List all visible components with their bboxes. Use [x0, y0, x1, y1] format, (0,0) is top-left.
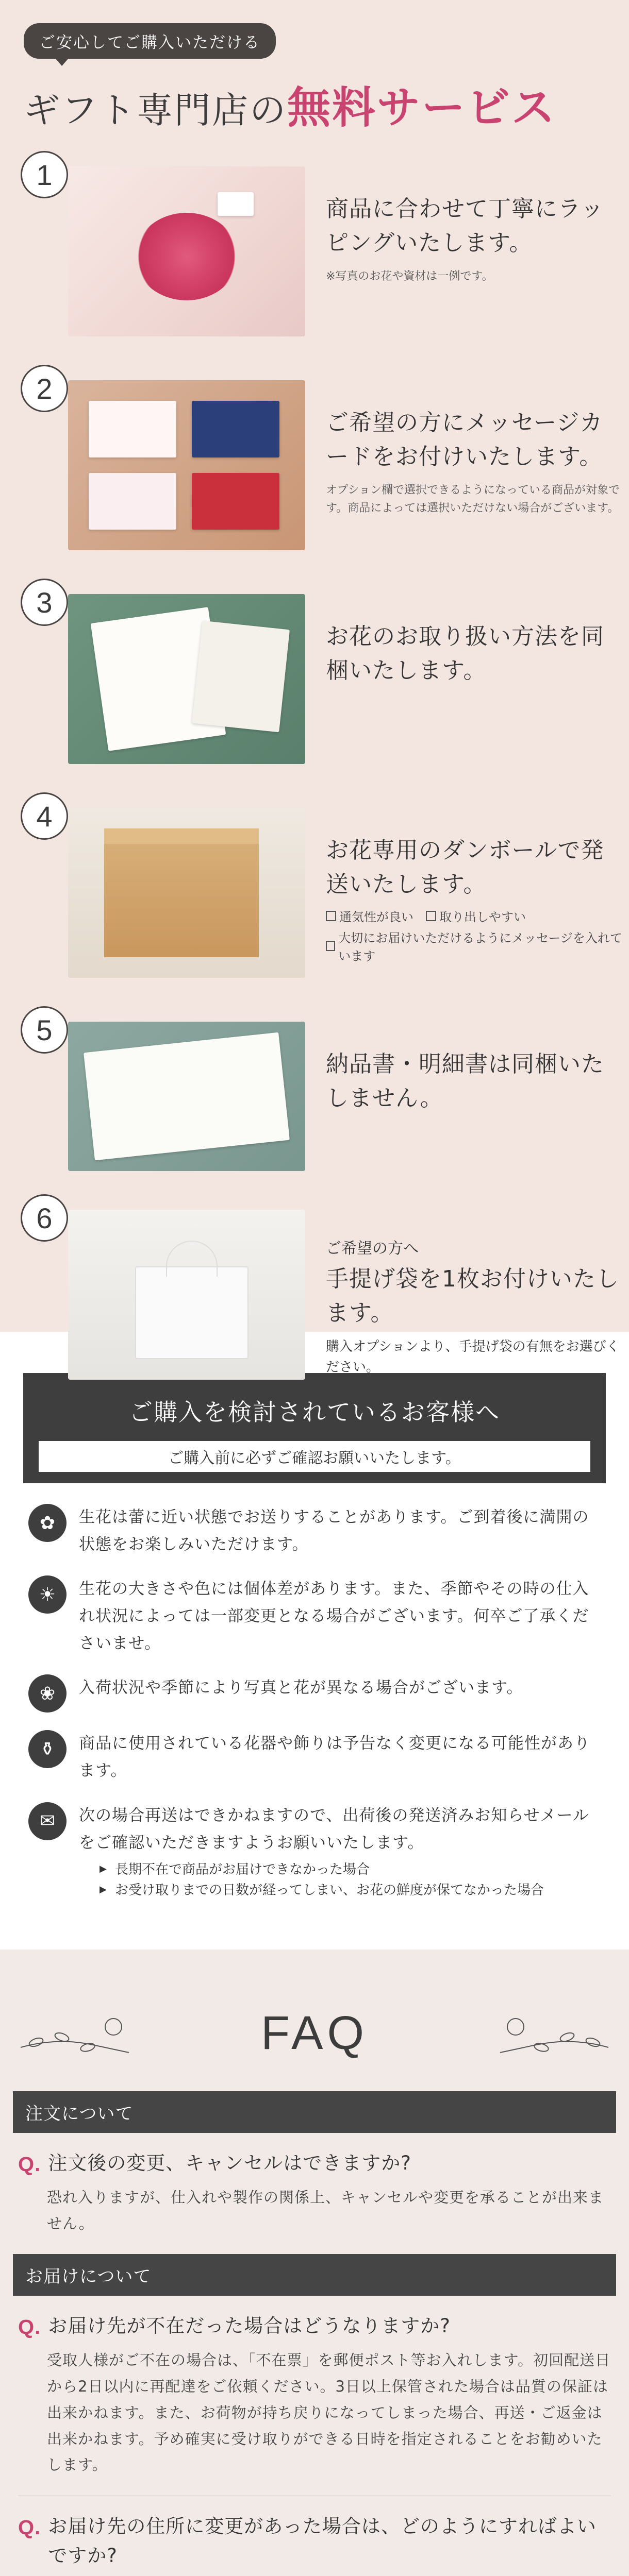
- service-number: 3: [21, 579, 68, 626]
- notice-item: [28, 1730, 601, 1784]
- notice-text: 商品に使用されている花器や飾りは予告なく変更になる可能性があります。: [79, 1734, 590, 1781]
- service-pre-text: ご希望の方へ: [326, 1240, 419, 1258]
- service-text: 手提げ袋を1枚お付けいたします。: [326, 1266, 619, 1326]
- service-item-care-guide: [16, 586, 613, 785]
- service-note: オプション欄で選択できるようになっている商品が対象です。商品によっては選択いただけない場合がございます。: [326, 484, 620, 515]
- faq-question: Q. お届け先が不在だった場合はどうなりますか?: [18, 2311, 611, 2343]
- checkbox-icon: [326, 911, 336, 921]
- checkbox-icon: [326, 941, 335, 951]
- faq-category-order: 注文について: [13, 2091, 616, 2133]
- shipping-box-photo: [68, 808, 305, 978]
- notice-list: [23, 1483, 606, 1901]
- notice-text: 次の場合再送はできかねますので、出荷後の発送済みお知らせメールをご確認いただきますようお願いいたします。: [79, 1806, 589, 1852]
- service-number: 5: [21, 1006, 68, 1054]
- sun-icon: ☀: [28, 1575, 67, 1614]
- notice-text: 生花の大きさや色には個体差があります。また、季節やその時の仕入れ状況によっては一部変更となる場合がございます。何卒ご了承くださいませ。: [79, 1580, 589, 1653]
- notice-title: ご購入を検討されているお客様へ: [129, 1398, 500, 1426]
- notice-subtitle: ご購入前に必ずご確認お願いいたします。: [39, 1441, 590, 1472]
- floral-ornament-icon: [15, 2006, 134, 2068]
- service-text: ご希望の方にメッセージカードをお付けいたします。: [326, 410, 603, 470]
- services-title-emphasis: 無料サービス: [287, 82, 557, 133]
- purchase-notice-section: [0, 1332, 629, 1950]
- notice-text: 入荷状況や季節により写真と花が異なる場合がございます。: [79, 1679, 523, 1698]
- checkbox-icon: [426, 911, 436, 921]
- q-mark-icon: Q.: [18, 2316, 41, 2339]
- services-title: [24, 73, 629, 135]
- faq-answer: 恐れ入りますが、仕入れや製作の関係上、キャンセルや変更を承ることが出来ません。: [47, 2188, 604, 2232]
- services-header: [0, 23, 629, 135]
- service-item-wrapping: [16, 158, 613, 357]
- message-cards-photo: [68, 380, 305, 550]
- q-mark-icon: Q.: [18, 2516, 41, 2539]
- faq-question: Q. 注文後の変更、キャンセルはできますか?: [18, 2148, 611, 2180]
- services-title-prefix: ギフト専門店の: [24, 89, 287, 131]
- faq-question: Q. お届け先の住所に変更があった場合は、どのようにすればよいですか?: [18, 2512, 611, 2571]
- floral-ornament-icon: [495, 2006, 614, 2068]
- notice-item: [28, 1504, 601, 1558]
- q-mark-icon: Q.: [18, 2153, 41, 2176]
- wrapped-bouquet-photo: [68, 166, 305, 336]
- vase-icon: ⚱: [28, 1730, 67, 1768]
- service-text: お花専用のダンボールで発送いたします。: [326, 837, 604, 897]
- services-tag: ご安心してご購入いただける: [24, 23, 276, 59]
- flower-icon: ✿: [28, 1504, 67, 1542]
- service-post-text: 購入オプションより、手提げ袋の有無をお選びください。: [326, 1339, 620, 1376]
- service-item-dedicated-box: [16, 800, 622, 998]
- flower-change-icon: ❀: [28, 1674, 67, 1713]
- mail-icon: ✉: [28, 1802, 67, 1840]
- service-item-message-card: [16, 372, 620, 571]
- notice-bullet: ▶ お受け取りまでの日数が経ってしまい、お花の鮮度が保てなかった場合: [100, 1880, 601, 1901]
- box-features: [326, 907, 625, 964]
- services-list: [0, 158, 629, 1400]
- faq-item: [18, 2311, 611, 2478]
- notice-item: [28, 1575, 601, 1657]
- service-item-no-invoice: [16, 1013, 613, 1187]
- notice-item: [28, 1674, 601, 1713]
- service-number: 4: [21, 792, 68, 840]
- service-item-gift-bag: [16, 1201, 620, 1400]
- faq-category-delivery: お届けについて: [13, 2254, 616, 2296]
- notice-bullet: ▶ 長期不在で商品がお届けできなかった場合: [100, 1859, 601, 1880]
- faq-list: [13, 2133, 616, 2237]
- notice-item: [28, 1802, 601, 1901]
- service-number: 1: [21, 151, 68, 198]
- box-feature: 取り出しやすい: [426, 907, 526, 925]
- gift-bag-photo: [68, 1210, 305, 1380]
- care-guide-photo: [68, 594, 305, 764]
- box-feature: 大切にお届けいただけるようにメッセージを入れています: [326, 928, 625, 964]
- notice-bullets: [79, 1859, 601, 1901]
- faq-item: [18, 2148, 611, 2237]
- faq-answer: 受取人様がご不在の場合は、「不在票」を郵便ポスト等お入れします。初回配送日から2日以内に再配達をご依頼ください。3日以上保管された場合は品質の保証は出来かねます。また、お荷物が持ち戻りになってしまった場合、再送・ご返金は出来かねます。予め確実に受け取りができる日時を指定されることをお勧めいたします。: [47, 2351, 611, 2474]
- invoice-photo: [68, 1022, 305, 1171]
- box-feature: 通気性が良い: [326, 907, 413, 925]
- service-number: 2: [21, 365, 68, 412]
- faq-list: [13, 2296, 616, 2576]
- service-text: お花のお取り扱い方法を同梱いたします。: [326, 623, 604, 684]
- service-text: 納品書・明細書は同梱いたしません。: [326, 1051, 604, 1111]
- faq-item: [18, 2512, 611, 2576]
- service-number: 6: [21, 1194, 68, 1242]
- faq-title: FAQ: [260, 2006, 369, 2059]
- service-note: ※写真のお花や資材は一例です。: [326, 270, 493, 283]
- faq-section: [0, 1950, 629, 2576]
- notice-text: 生花は蕾に近い状態でお送りすることがあります。ご到着後に満開の状態をお楽しみいただけます。: [79, 1508, 589, 1554]
- service-text: 商品に合わせて丁寧にラッピングいたします。: [326, 196, 604, 256]
